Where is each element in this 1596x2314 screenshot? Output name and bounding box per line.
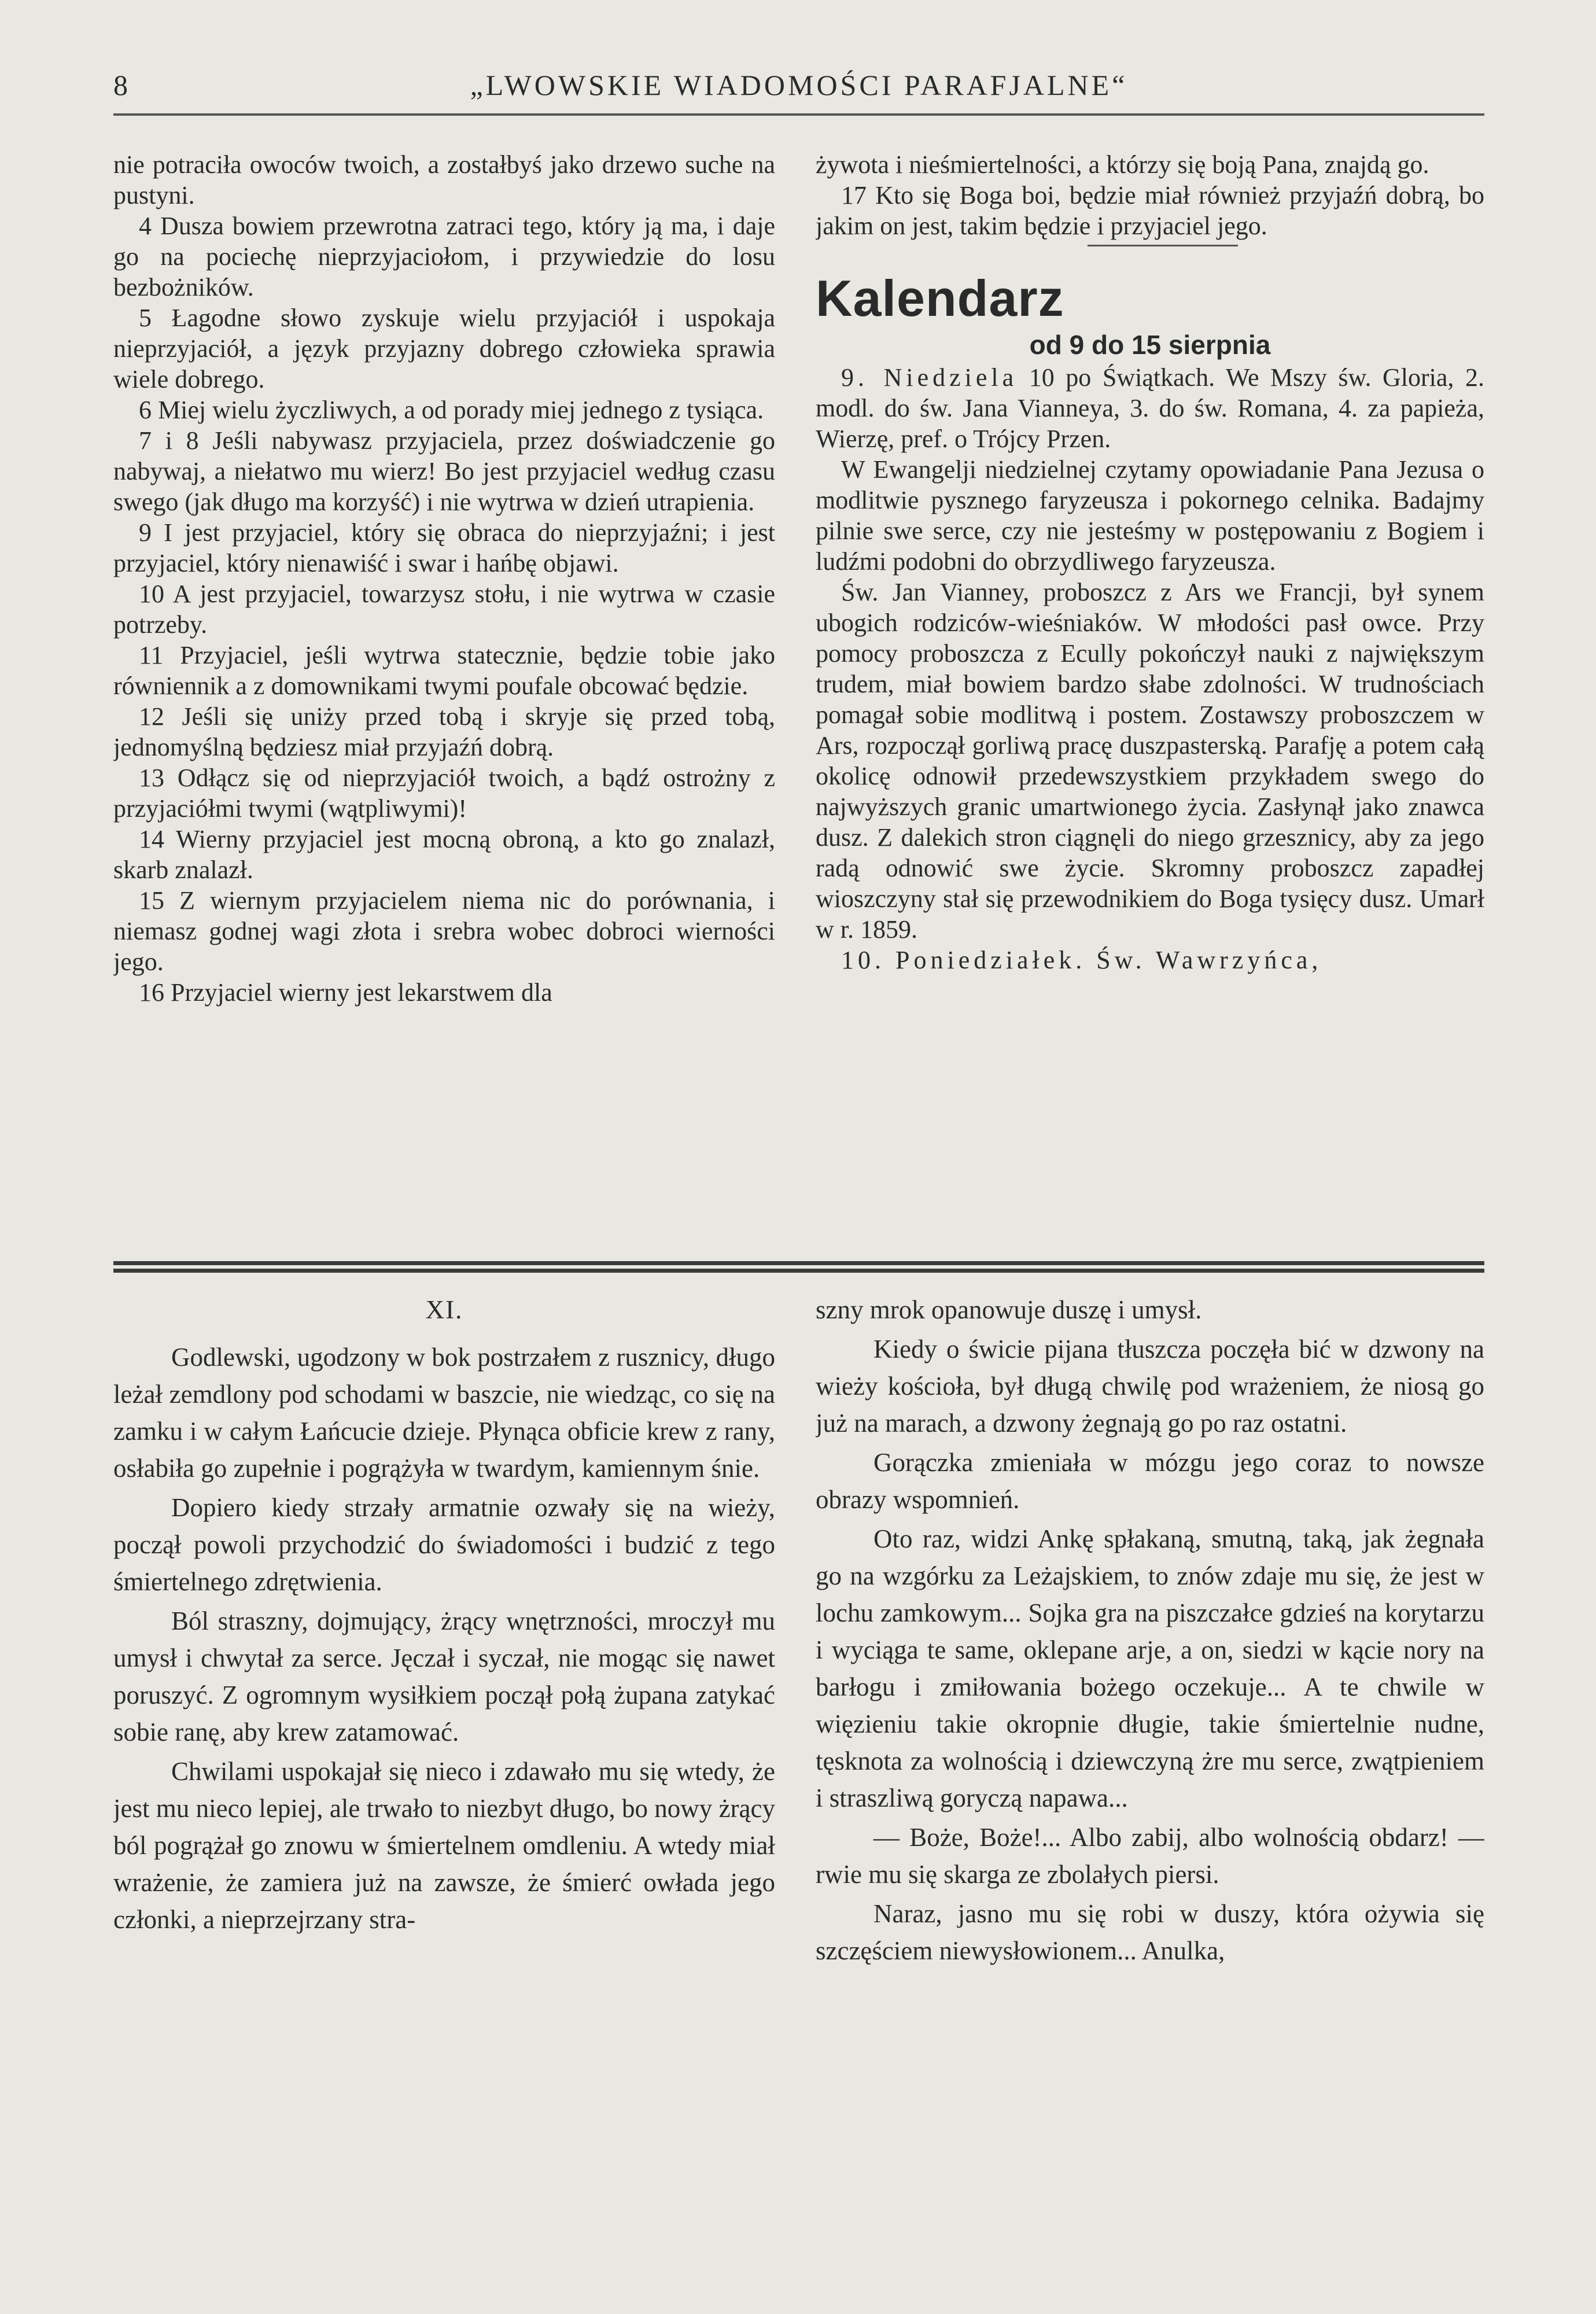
story-paragraph: Chwilami uspokajał się nieco i zdawało mu się wtedy, że jest mu nieco lepiej, ale trwało to niezbyt długo, bo nowy żrący ból pogrążał go znowu w śmiertelnem omdleniu. A wtedy miał wrażenie, że zamiera już na zawsze, że śmierć owłada jego członki, a nieprzejrzany stra- — [113, 1757, 775, 1934]
scripture-paragraph: 4 Dusza bowiem przewrotna zatraci tego, który ją ma, i daje go na pociechę nieprzyjaciołom, i przywiedzie do losu bezbożników. — [113, 212, 775, 301]
story-paragraph: Gorączka zmieniała w mózgu jego coraz to nowsze obrazy wspomnień. — [816, 1448, 1484, 1514]
calendar-paragraph: Św. Jan Vianney, proboszcz z Ars we Francji, był synem ubogich rodziców-wieśniaków. W młodości pasł owce. Przy pomocy proboszcza z Ecully pokończył nauki z największym trudem, miał bowiem bardzo słabe zdolności. W trudnościach pomagał sobie modlitwą i postem. Zostawszy proboszczem w Ars, rozpoczął gorliwą pracę duszpasterską. Parafję a potem całą okolicę odnowił przedewszystkiem przykładem swego do najwyższych granic umartwionego życia. Zasłynął jako znawca dusz. Z dalekich stron ciągnęli do niego grzesznicy, aby za jego radą odnowić swe życie. Skromny proboszcz zapadłej wioszczyny stał się przewodnikiem do Boga tysięcy dusz. Umarł w r. 1859. — [816, 578, 1484, 944]
scripture-paragraph: 11 Przyjaciel, jeśli wytrwa statecznie, będzie tobie jako równiennik a z domownikami twymi poufale obcować będzie. — [113, 641, 775, 700]
scripture-paragraph: żywota i nieśmiertelności, a którzy się boją Pana, znajdą go. — [816, 150, 1429, 179]
story-paragraph: Ból straszny, dojmujący, żrący wnętrzności, mroczył mu umysł i chwytał za serce. Jęczał i syczał, nie mogąc się nawet poruszyć. Z ogromnym wysiłkiem począł połą żupana zatykać sobie ranę, aby krew zatamować. — [113, 1606, 775, 1746]
double-rule-divider — [113, 1261, 1484, 1274]
scripture-paragraph: 9 I jest przyjaciel, który się obraca do nieprzyjaźni; i jest przyjaciel, który nienawiść i swar i hańbę objawi. — [113, 518, 775, 577]
story-paragraph: Oto raz, widzi Ankę spłakaną, smutną, taką, jak żegnała go na wzgórku za Leżajskiem, to znów zdaje mu się, że jest w lochu zamkowym... Sojka gra na piszczałce gdzieś na korytarzu i wyciąga te same, oklepane arje, a on, siedzi w kącie nory na barłogu i zmiłowania bożego oczekuje... A te chwile w więzieniu takie okropnie długie, takie śmiertelnie nudne, tęsknota za wolnością i dziewczyną żre mu serce, zwątpieniem i straszliwą goryczą napawa... — [816, 1524, 1484, 1812]
scripture-paragraph: 7 i 8 Jeśli nabywasz przyjaciela, przez doświadczenie go nabywaj, a niełatwo mu wierz! Bo jest przyjaciel według czasu swego (jak długo ma korzyść) i nie wytrwa w dzień utrapienia. — [113, 426, 775, 516]
calendar-title: Kalendarz — [816, 270, 1064, 327]
story-paragraph: Godlewski, ugodzony w bok postrzałem z rusznicy, długo leżał zemdlony pod schodami w baszcie, nie wiedząc, co się na zamku i w całym Łańcucie dzieje. Płynąca obficie krew z rany, osłabiła go zupełnie i pogrążyła w twardym, kamiennym śnie. — [113, 1343, 775, 1483]
story-paragraph: Naraz, jasno mu się robi w duszy, która ożywia się szczęściem niewysłowionem... Anulka, — [816, 1899, 1484, 1965]
scripture-paragraph: 10 A jest przyjaciel, towarzysz stołu, i nie wytrwa w czasie potrzeby. — [113, 580, 775, 639]
story-paragraph: szny mrok opanowuje duszę i umysł. — [816, 1295, 1202, 1324]
calendar-column — [816, 149, 1484, 1260]
scripture-paragraph: 16 Przyjaciel wierny jest lekarstwem dla — [139, 978, 552, 1007]
calendar-paragraph: W Ewangelji niedzielnej czytamy opowiadanie Pana Jezusa o modlitwie pysznego faryzeusza i pokornego celnika. Badajmy pilnie swe serce, czy nie jesteśmy w postępowaniu z Bogiem i ludźmi podobni do obrzydliwego faryzeusza. — [816, 455, 1484, 576]
day-text: 10 po Świątkach. We Mszy św. Gloria, 2. modl. do św. Jana Vianneya, 3. do św. Romana, 4. za papieża, Wierzę, pref. o Trójcy Przen. — [816, 363, 1484, 453]
calendar-subtitle: od 9 do 15 sierpnia — [1029, 330, 1271, 360]
story-paragraph: Kiedy o świcie pijana tłuszcza poczęła bić w dzwony na wieży kościoła, był długą chwilę pod wrażeniem, że niosą go już na marach, a dzwony żegnają go po raz ostatni. — [816, 1335, 1484, 1438]
calendar-entry — [816, 945, 1484, 975]
day-text: Św. Wawrzyńca, — [1086, 946, 1322, 974]
calendar-entry — [816, 362, 1484, 454]
journal-title: „LWOWSKIE WIADOMOŚCI PARAFJALNE“ — [470, 69, 1128, 101]
scripture-paragraph: 6 Miej wielu życzliwych, a od porady miej jednego z tysiąca. — [139, 396, 764, 424]
scripture-paragraph: 15 Z wiernym przyjacielem niema nic do porównania, i niemasz godnej wagi złota i srebra wobec dobroci wierności jego. — [113, 886, 775, 976]
header-rule — [113, 113, 1484, 116]
story-column-right — [816, 1291, 1484, 2286]
story-paragraph: Dopiero kiedy strzały armatnie ozwały się na wieży, począł powoli przychodzić do świadomości i budzić z tego śmiertelnego zdrętwienia. — [113, 1493, 775, 1596]
scripture-column — [113, 149, 775, 1260]
scripture-paragraph: 17 Kto się Boga boi, będzie miał również przyjaźń dobrą, bo jakim on jest, takim będzie i przyjaciel jego. — [816, 181, 1484, 240]
scripture-paragraph: nie potraciła owoców twoich, a zostałbyś jako drzewo suche na pustyni. — [113, 150, 775, 209]
scripture-paragraph: 13 Odłącz się od nieprzyjaciół twoich, a bądź ostrożny z przyjaciółmi twymi (wątpliwymi)! — [113, 764, 775, 823]
day-label: 10. Poniedziałek. — [841, 946, 1086, 974]
chapter-number: XI. — [425, 1295, 463, 1324]
scripture-paragraph: 5 Łagodne słowo zyskuje wielu przyjaciół i uspokaja nieprzyjaciół, a język przyjazny dobrego człowieka sprawia wiele dobrego. — [113, 304, 775, 393]
scripture-paragraph: 12 Jeśli się uniży przed tobą i skryje się przed tobą, jednomyślną będziesz miał przyjaźń dobrą. — [113, 702, 775, 761]
story-paragraph: — Boże, Boże!... Albo zabij, albo wolnością obdarz! — rwie mu się skarga ze zbolałych piersi. — [816, 1823, 1484, 1889]
section-rule — [1088, 245, 1238, 246]
page-number: 8 — [113, 69, 129, 101]
scripture-paragraph: 14 Wierny przyjaciel jest mocną obroną, a kto go znalazł, skarb znalazł. — [113, 825, 775, 884]
day-label: 9. Niedziela — [841, 363, 1018, 392]
page-header — [113, 68, 1484, 120]
story-column-left — [113, 1291, 775, 2286]
